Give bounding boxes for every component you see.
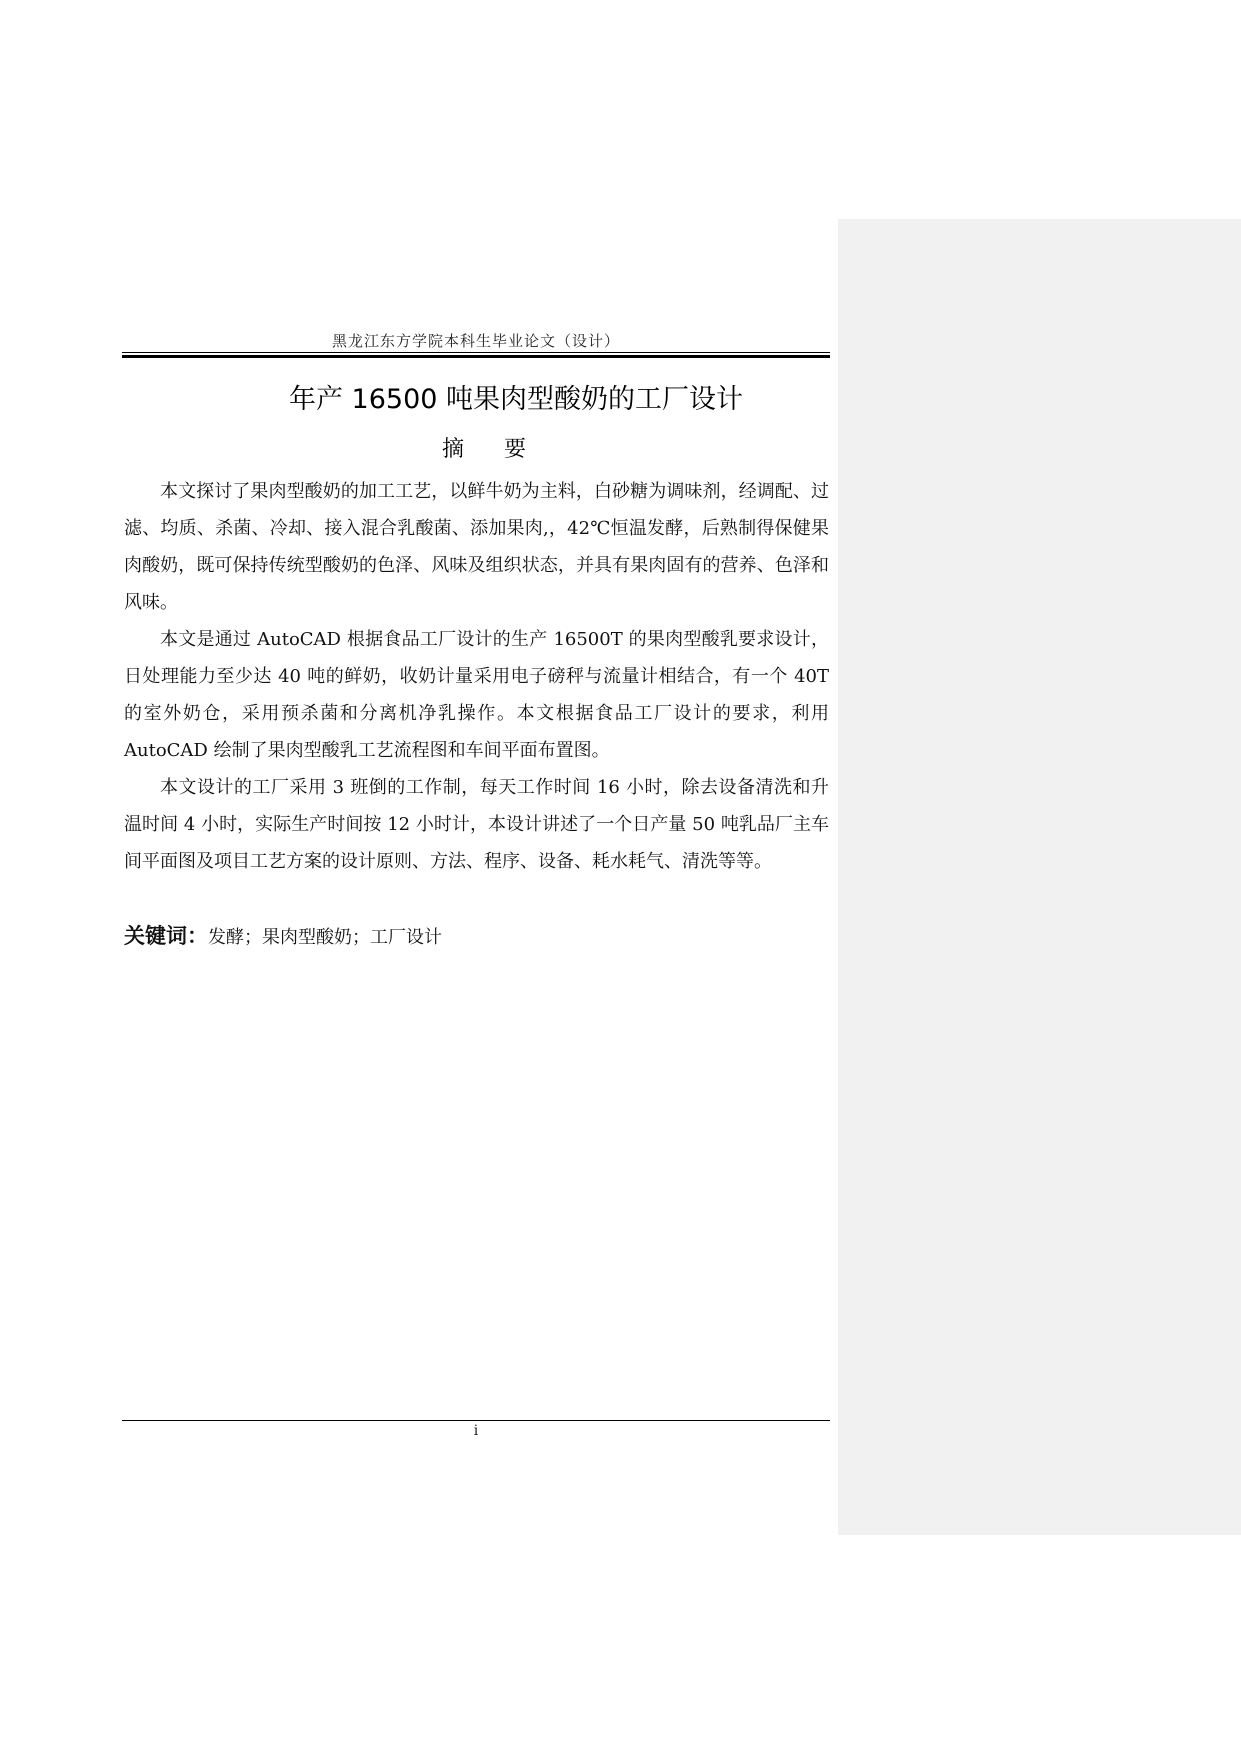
abstract-paragraph-1: 本文探讨了果肉型酸奶的加工工艺，以鲜牛奶为主料，白砂糖为调味剂，经调配、过滤、均质、杀菌、冷却、接入混合乳酸菌、添加果肉,，42℃恒温发酵，后熟制得保健果肉酸奶，既可保持传统型酸奶的色泽、风味及组织状态，并具有果肉固有的营养、色泽和风味。 [124,481,829,613]
page-title: 年产 16500 吨果肉型酸奶的工厂设计 [288,384,744,415]
abstract-heading: 摘要 [441,437,566,462]
page-number: i [473,1423,479,1439]
abstract-paragraph-3: 本文设计的工厂采用 3 班倒的工作制，每天工作时间 16 小时，除去设备清洗和升温时间 4 小时，实际生产时间按 12 小时计，本设计讲述了一个日产量 50 吨乳品厂主车间平面图及项目工艺方案的设计原则、方法、程序、设备、耗水耗气、清洗等等。 [124,777,829,872]
abstract-paragraph-2: 本文是通过 AutoCAD 根据食品工厂设计的生产 16500T 的果肉型酸乳要求设计，日处理能力至少达 40 吨的鲜奶，收奶计量采用电子磅秤与流量计相结合，有一个 40T 的室外奶仓，采用预杀菌和分离机净乳操作。本文根据食品工厂设计的要求，利用 AutoCAD 绘制了果肉型酸乳工艺流程图和车间平面布置图。 [124,629,829,761]
keywords [124,922,829,952]
comment-pane [838,219,1241,1535]
keywords-label: 关键词： [124,924,208,948]
keywords-value: 发酵；果肉型酸奶；工厂设计 [208,927,442,948]
running-header: 黑龙江东方学院本科生毕业论文（设计） [331,332,620,350]
abstract-body [124,473,829,880]
footer-rule [122,1420,830,1421]
header-rule-thick [122,355,830,358]
header-rule-thin [122,352,830,353]
